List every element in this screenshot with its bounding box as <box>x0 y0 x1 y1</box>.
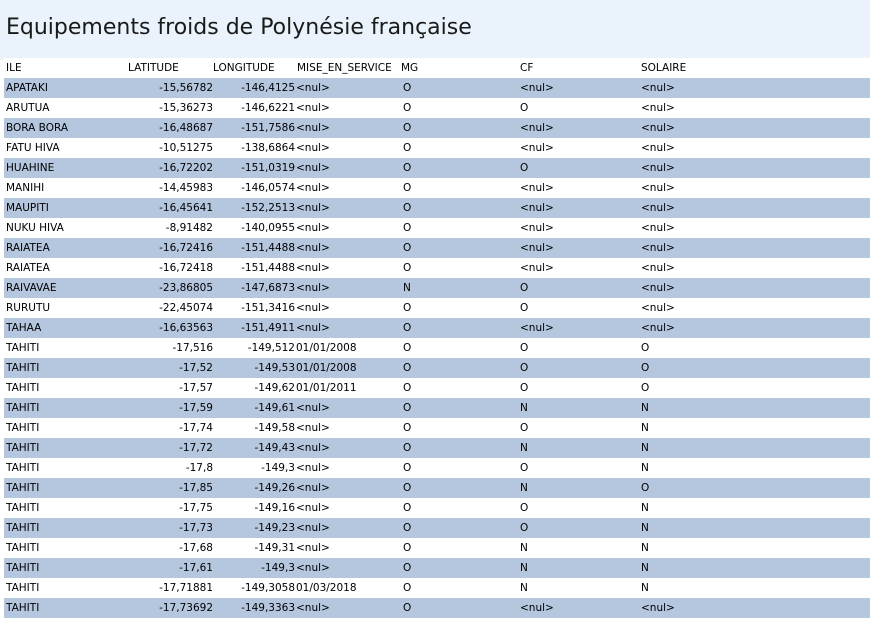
cell-cf: <nul> <box>520 202 554 214</box>
cell-latitude: -16,63563 <box>159 322 213 334</box>
cell-latitude: -17,57 <box>179 382 213 394</box>
cell-ile: TAHAA <box>6 322 42 334</box>
cell-solaire: <nul> <box>641 222 675 234</box>
cell-longitude: -151,4488 <box>241 262 295 274</box>
cell-solaire: N <box>641 562 649 574</box>
table-row <box>4 378 870 398</box>
table-row <box>4 238 870 258</box>
table-row <box>4 558 870 578</box>
cell-mise-en-service: <nul> <box>296 162 330 174</box>
cell-mg: O <box>403 162 412 174</box>
cell-mg: O <box>403 542 412 554</box>
cell-ile: TAHITI <box>6 422 40 434</box>
table-row <box>4 458 870 478</box>
table-row <box>4 538 870 558</box>
cell-cf: N <box>520 562 528 574</box>
table-row <box>4 258 870 278</box>
cell-latitude: -16,72416 <box>159 242 213 254</box>
cell-mg: O <box>403 442 412 454</box>
cell-cf: <nul> <box>520 602 554 614</box>
cell-longitude: -149,16 <box>254 502 295 514</box>
table-row <box>4 358 870 378</box>
cell-mg: O <box>403 322 412 334</box>
cell-mg: O <box>403 582 412 594</box>
cell-cf: O <box>520 342 529 354</box>
cell-cf: O <box>520 162 529 174</box>
cell-latitude: -10,51275 <box>159 142 213 154</box>
cell-solaire: <nul> <box>641 142 675 154</box>
cell-cf: O <box>520 462 529 474</box>
cell-mg: O <box>403 382 412 394</box>
cell-mg: O <box>403 402 412 414</box>
cell-mg: O <box>403 302 412 314</box>
cell-latitude: -17,516 <box>172 342 213 354</box>
cell-longitude: -151,3416 <box>241 302 295 314</box>
cell-longitude: -151,7586 <box>241 122 295 134</box>
table-row <box>4 98 870 118</box>
column-header-solaire: SOLAIRE <box>641 62 687 74</box>
cell-mg: O <box>403 342 412 354</box>
cell-latitude: -17,74 <box>179 422 213 434</box>
cell-cf: <nul> <box>520 242 554 254</box>
cell-solaire: <nul> <box>641 262 675 274</box>
column-header-mise-en-service: MISE_EN_SERVICE <box>297 62 392 74</box>
cell-cf: O <box>520 362 529 374</box>
cell-solaire: <nul> <box>641 322 675 334</box>
cell-cf: <nul> <box>520 122 554 134</box>
table-row <box>4 218 870 238</box>
cell-solaire: O <box>641 482 650 494</box>
cell-mise-en-service: <nul> <box>296 542 330 554</box>
cell-mise-en-service: <nul> <box>296 442 330 454</box>
cell-cf: <nul> <box>520 262 554 274</box>
cell-ile: NUKU HIVA <box>6 222 64 234</box>
cell-mise-en-service: <nul> <box>296 282 330 294</box>
cell-mise-en-service: <nul> <box>296 202 330 214</box>
cell-cf: N <box>520 582 528 594</box>
cell-latitude: -17,59 <box>179 402 213 414</box>
table-row <box>4 398 870 418</box>
cell-longitude: -149,26 <box>254 482 295 494</box>
cell-longitude: -149,3 <box>261 462 295 474</box>
cell-mg: O <box>403 502 412 514</box>
cell-latitude: -23,86805 <box>159 282 213 294</box>
cell-mg: O <box>403 362 412 374</box>
cell-latitude: -17,52 <box>179 362 213 374</box>
cell-mise-en-service: <nul> <box>296 122 330 134</box>
table-row <box>4 278 870 298</box>
table-row <box>4 418 870 438</box>
cell-latitude: -17,72 <box>179 442 213 454</box>
cell-latitude: -16,45641 <box>159 202 213 214</box>
cell-cf: O <box>520 382 529 394</box>
cell-latitude: -22,45074 <box>159 302 213 314</box>
cell-longitude: -149,512 <box>247 342 295 354</box>
cell-mise-en-service: <nul> <box>296 222 330 234</box>
cell-mise-en-service: <nul> <box>296 242 330 254</box>
cell-ile: TAHITI <box>6 502 40 514</box>
cell-ile: TAHITI <box>6 522 40 534</box>
cell-mise-en-service: <nul> <box>296 322 330 334</box>
cell-mg: N <box>403 282 411 294</box>
cell-latitude: -16,72418 <box>159 262 213 274</box>
cell-mise-en-service: <nul> <box>296 182 330 194</box>
cell-ile: MANIHI <box>6 182 45 194</box>
cell-solaire: O <box>641 382 650 394</box>
cell-cf: <nul> <box>520 182 554 194</box>
column-header-mg: MG <box>401 62 419 74</box>
cell-solaire: N <box>641 542 649 554</box>
cell-cf: O <box>520 422 529 434</box>
cell-ile: RAIVAVAE <box>6 282 57 294</box>
cell-cf: O <box>520 282 529 294</box>
cell-ile: FATU HIVA <box>6 142 60 154</box>
cell-mise-en-service: <nul> <box>296 462 330 474</box>
cell-mg: O <box>403 562 412 574</box>
cell-solaire: N <box>641 422 649 434</box>
cell-mise-en-service: <nul> <box>296 82 330 94</box>
table-row <box>4 438 870 458</box>
cell-cf: O <box>520 522 529 534</box>
cell-mise-en-service: <nul> <box>296 482 330 494</box>
cell-longitude: -152,2513 <box>241 202 295 214</box>
cell-solaire: <nul> <box>641 302 675 314</box>
table-row <box>4 78 870 98</box>
cell-ile: RAIATEA <box>6 262 50 274</box>
cell-cf: <nul> <box>520 222 554 234</box>
cell-mise-en-service: <nul> <box>296 142 330 154</box>
cell-ile: TAHITI <box>6 442 40 454</box>
cell-latitude: -17,8 <box>185 462 213 474</box>
cell-longitude: -147,6873 <box>241 282 295 294</box>
cell-latitude: -8,91482 <box>165 222 213 234</box>
cell-solaire: N <box>641 462 649 474</box>
cell-latitude: -17,75 <box>179 502 213 514</box>
cell-longitude: -149,61 <box>254 402 295 414</box>
cell-cf: O <box>520 502 529 514</box>
title-bar <box>0 0 870 60</box>
cell-longitude: -149,23 <box>254 522 295 534</box>
cell-mg: O <box>403 602 412 614</box>
cell-mg: O <box>403 242 412 254</box>
cell-ile: TAHITI <box>6 402 40 414</box>
table-header-row <box>4 58 870 78</box>
cell-longitude: -140,0955 <box>241 222 295 234</box>
cell-mise-en-service: <nul> <box>296 102 330 114</box>
table-row <box>4 578 870 598</box>
cell-ile: TAHITI <box>6 462 40 474</box>
cell-mise-en-service: 01/01/2011 <box>296 382 357 394</box>
table-row <box>4 178 870 198</box>
cell-mise-en-service: <nul> <box>296 602 330 614</box>
cell-solaire: <nul> <box>641 122 675 134</box>
cell-ile: TAHITI <box>6 362 40 374</box>
cell-mg: O <box>403 462 412 474</box>
cell-solaire: O <box>641 362 650 374</box>
table-row <box>4 338 870 358</box>
cell-mise-en-service: <nul> <box>296 562 330 574</box>
column-header-latitude: LATITUDE <box>128 62 179 74</box>
cell-mg: O <box>403 102 412 114</box>
column-header-ile: ILE <box>6 62 22 74</box>
cell-mise-en-service: <nul> <box>296 502 330 514</box>
cell-cf: N <box>520 542 528 554</box>
data-table <box>4 58 870 618</box>
cell-longitude: -151,4488 <box>241 242 295 254</box>
cell-longitude: -146,0574 <box>241 182 295 194</box>
cell-solaire: <nul> <box>641 162 675 174</box>
cell-cf: N <box>520 442 528 454</box>
cell-mg: O <box>403 422 412 434</box>
cell-cf: O <box>520 102 529 114</box>
cell-latitude: -16,48687 <box>159 122 213 134</box>
cell-cf: <nul> <box>520 142 554 154</box>
cell-cf: N <box>520 482 528 494</box>
cell-mg: O <box>403 142 412 154</box>
cell-cf: O <box>520 302 529 314</box>
table-body <box>4 78 870 618</box>
cell-solaire: N <box>641 522 649 534</box>
table-row <box>4 598 870 618</box>
cell-latitude: -17,68 <box>179 542 213 554</box>
table-row <box>4 158 870 178</box>
page-title: Equipements froids de Polynésie française <box>6 15 472 40</box>
cell-solaire: O <box>641 342 650 354</box>
cell-ile: APATAKI <box>6 82 48 94</box>
cell-solaire: N <box>641 502 649 514</box>
cell-latitude: -17,71881 <box>159 582 213 594</box>
cell-longitude: -149,3058 <box>241 582 295 594</box>
cell-ile: TAHITI <box>6 562 40 574</box>
cell-ile: TAHITI <box>6 382 40 394</box>
cell-solaire: <nul> <box>641 242 675 254</box>
cell-mise-en-service: <nul> <box>296 262 330 274</box>
cell-mise-en-service: 01/03/2018 <box>296 582 357 594</box>
table-row <box>4 518 870 538</box>
cell-ile: ARUTUA <box>6 102 50 114</box>
cell-solaire: N <box>641 402 649 414</box>
cell-latitude: -17,73692 <box>159 602 213 614</box>
table-row <box>4 318 870 338</box>
table-row <box>4 138 870 158</box>
table-row <box>4 498 870 518</box>
cell-ile: MAUPITI <box>6 202 49 214</box>
cell-mg: O <box>403 222 412 234</box>
cell-mg: O <box>403 482 412 494</box>
cell-mise-en-service: 01/01/2008 <box>296 342 357 354</box>
cell-longitude: -149,31 <box>254 542 295 554</box>
cell-cf: <nul> <box>520 322 554 334</box>
cell-mise-en-service: <nul> <box>296 402 330 414</box>
cell-latitude: -15,56782 <box>159 82 213 94</box>
cell-longitude: -146,4125 <box>241 82 295 94</box>
cell-ile: TAHITI <box>6 482 40 494</box>
cell-mg: O <box>403 262 412 274</box>
cell-longitude: -151,0319 <box>241 162 295 174</box>
cell-latitude: -17,73 <box>179 522 213 534</box>
cell-longitude: -146,6221 <box>241 102 295 114</box>
cell-mg: O <box>403 202 412 214</box>
cell-ile: BORA BORA <box>6 122 69 134</box>
cell-longitude: -149,58 <box>254 422 295 434</box>
column-header-cf: CF <box>520 62 534 74</box>
cell-latitude: -17,85 <box>179 482 213 494</box>
cell-longitude: -149,62 <box>254 382 295 394</box>
cell-solaire: <nul> <box>641 182 675 194</box>
cell-ile: RURUTU <box>6 302 51 314</box>
cell-longitude: -149,53 <box>254 362 295 374</box>
table-row <box>4 118 870 138</box>
cell-ile: TAHITI <box>6 582 40 594</box>
cell-solaire: <nul> <box>641 602 675 614</box>
cell-latitude: -15,36273 <box>159 102 213 114</box>
cell-solaire: <nul> <box>641 82 675 94</box>
table-row <box>4 298 870 318</box>
cell-longitude: -149,3363 <box>241 602 295 614</box>
cell-mise-en-service: <nul> <box>296 522 330 534</box>
cell-solaire: <nul> <box>641 102 675 114</box>
cell-solaire: N <box>641 442 649 454</box>
cell-solaire: <nul> <box>641 282 675 294</box>
cell-ile: TAHITI <box>6 342 40 354</box>
cell-longitude: -151,4911 <box>241 322 295 334</box>
cell-mg: O <box>403 122 412 134</box>
cell-ile: HUAHINE <box>6 162 55 174</box>
cell-mg: O <box>403 522 412 534</box>
cell-mg: O <box>403 182 412 194</box>
cell-mg: O <box>403 82 412 94</box>
cell-cf: N <box>520 402 528 414</box>
cell-latitude: -16,72202 <box>159 162 213 174</box>
cell-latitude: -17,61 <box>179 562 213 574</box>
table-row <box>4 198 870 218</box>
cell-ile: TAHITI <box>6 542 40 554</box>
table-row <box>4 478 870 498</box>
column-header-longitude: LONGITUDE <box>213 62 275 74</box>
cell-ile: RAIATEA <box>6 242 50 254</box>
cell-solaire: <nul> <box>641 202 675 214</box>
cell-longitude: -138,6864 <box>241 142 295 154</box>
cell-longitude: -149,3 <box>261 562 295 574</box>
cell-ile: TAHITI <box>6 602 40 614</box>
cell-longitude: -149,43 <box>254 442 295 454</box>
cell-mise-en-service: <nul> <box>296 302 330 314</box>
cell-mise-en-service: 01/01/2008 <box>296 362 357 374</box>
cell-latitude: -14,45983 <box>159 182 213 194</box>
cell-cf: <nul> <box>520 82 554 94</box>
cell-solaire: N <box>641 582 649 594</box>
cell-mise-en-service: <nul> <box>296 422 330 434</box>
